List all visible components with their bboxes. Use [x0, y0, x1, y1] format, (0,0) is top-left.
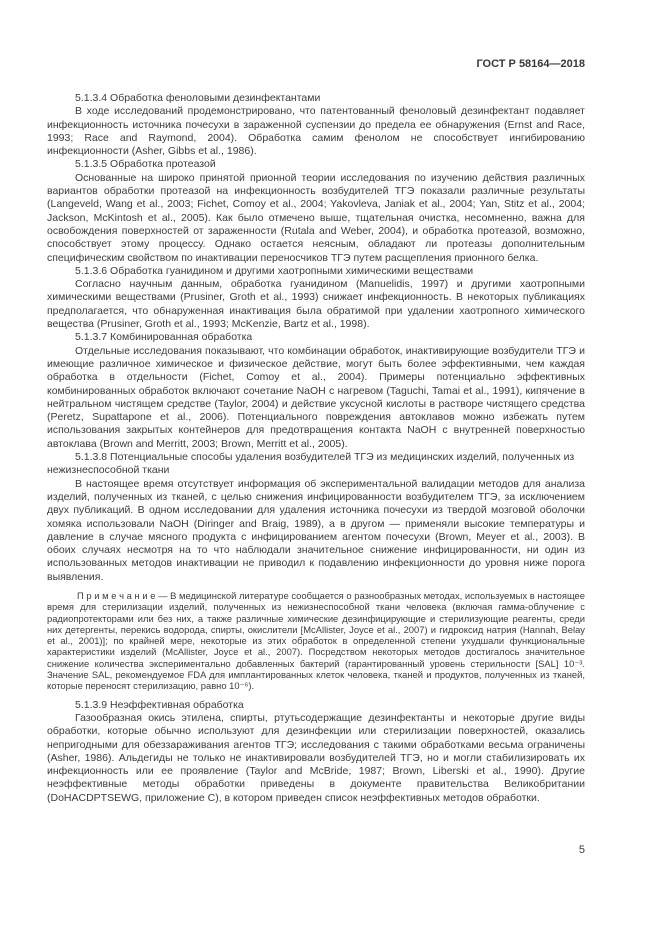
section-heading-5-1-3-9: 5.1.3.9 Неэффективная обработка — [75, 698, 244, 711]
note-paragraph: П р и м е ч а н и е — В медицинской литературе сообщается о разнообразных методах, используемых в настоящее время для стерилизации изделий, полученных из нежизнеспособной ткани человека (включая гамма-облучение с радиопротекторами или без них, а также различные химические дезинфицирующие и стерилизующие реагенты, среди них детергенты, перекись водорода, спирты, окислители [McAllister, Joyce et al., 2007) и гидроксид натрия (Hannah, Belay et al., 2001)]; по крайней мере, некоторые из этих обработок в определенной степени ухудшали функциональные характеристики изделий (McAllister, Joyce et al., 2007). Посредством некоторых методов достигалось значительное снижение количества экспериментально добавленных бактерий (гарантированный уровень стерильности [SAL] 10⁻³. Значение SAL, рекомендуемое FDA для имплантированных клеток человека, тканей и продуктов, полученных из тканей, которые переносят стерилизацию, равно 10⁻⁶). — [47, 589, 585, 692]
page-number: 5 — [578, 844, 585, 856]
section-heading-5-1-3-5: 5.1.3.5 Обработка протеазой — [75, 158, 216, 171]
page-header — [47, 57, 585, 71]
document-body — [47, 92, 585, 805]
section-heading-5-1-3-7: 5.1.3.7 Комбинированная обработка — [75, 331, 253, 344]
paragraph-5-1-3-4: В ходе исследований продемонстрировано, что патентованный феноловый дезинфектант подавляет инфекционность источника почесухи в зараженной суспензии до предела ее обнаружения (Ernst and Race, 1993; Race and Raymond, 2004). Обработка самим фенолом не способствует ингибированию инфекционности (Asher, Gibbs et al., 1986). — [47, 105, 585, 158]
paragraph-5-1-3-5: Основанные на широко принятой прионной теории исследования по изучению действия различных вариантов обработки протеазой на инфекционность возбудителей ТГЭ показали различные результаты (Langeveld, Wang et al., 2003; Fichet, Comoy et al., 2004; Yakovleva, Janiak et al., 2004; Yan, Stitz et al., 2004; Jackson, McKintosh et al., 2005). Как было отмечено выше, тщательная очистка, несомненно, важна для освобождения поверхностей от зараженности (Rutala and Weber, 2004), и обработка протеазой, возможно, способствует этому процессу. Однако остается неясным, обладают ли протеазы дополнительным специфическим свойством по инактивации переносчиков ТГЭ путем расщепления прионного белка. — [47, 171, 585, 264]
paragraph-5-1-3-8: В настоящее время отсутствует информация об экспериментальной валидации методов для анализа изделий, полученных из тканей, с целью снижения инфицированности возбудителем ТГЭ, за исключением двух публикаций. В одном исследовании для удаления источника почесухи из твердой мозговой оболочки хомяка использовали NaOH (Diringer and Braig, 1989), а в другом — применяли высокие температуры и давление в случае мясного продукта с инфицированием агентом почесухи (Brown, Meyer et al., 2003). В обоих случаях несмотря на то что наблюдали значительное снижение инфицированности, ни один из использованных методов инактивации не приводил к подавлению инфекционности до уровня ниже порога выявления. — [47, 477, 585, 583]
section-heading-5-1-3-4: 5.1.3.4 Обработка феноловыми дезинфектантами — [75, 92, 321, 104]
paragraph-5-1-3-9: Газообразная окись этилена, спирты, ртутьсодержащие дезинфектанты и некоторые другие виды обработки, которые обычно используют для дезинфекции или стерилизации поверхностей, оказались непригодными для обеззараживания агентов ТГЭ; исследования с такими обработками весьма ограничены (Asher, 1986). Альдегиды не только не инактивировали возбудителей ТГЭ, но и могли стабилизировать их инфекционность или ее проявление (Taylor and McBride, 1987; Brown, Liberski et al., 1990). Другие неэффективные методы обработки приведены в документе правительства Великобритании (DoHACDPTSEWG, приложение С), в котором приведен список неэффективных методов обработки. — [47, 711, 585, 804]
paragraph-5-1-3-6: Согласно научным данным, обработка гуанидином (Manuelidis, 1997) и другими хаотропными химическими веществами (Prusiner, Groth et al., 1993) снижает инфекционность. В некоторых публикациях предполагается, что обнаруженная инактивация была обратимой при удалении хаотропного химического вещества (Prusiner, Groth et al., 1993; McKenzie, Bartz et al., 1998). — [47, 278, 585, 331]
standard-number: ГОСТ Р 58164—2018 — [476, 58, 585, 70]
section-heading-5-1-3-8: 5.1.3.8 Потенциальные способы удаления возбудителей ТГЭ из медицинских изделий, полученных из нежизнеспособной ткани — [47, 451, 575, 477]
paragraph-5-1-3-7: Отдельные исследования показывают, что комбинации обработок, инактивирующие возбудители ТГЭ и имеющие различное химическое и физическое действие, могут быть более эффективными, чем каждая обработка в отдельности (Fichet, Comoy et al., 2004). Примеры потенциально эффективных комбинированных обработок включают сочетание NaOH с нагревом (Taguchi, Tamai et al., 1991), кипячение в нейтральном чистящем средстве (Taylor, 2004) и действие уксусной кислоты в растворе чистящего средства (Peretz, Supattapone et al., 2006). Потенциального повреждения автоклавов можно избежать путем использования закрытых контейнеров для предотвращения контакта NaOH с внутренней поверхностью автоклава (Brown and Merritt, 2003; Brown, Merritt et al., 2005). — [47, 344, 585, 450]
page-footer — [579, 843, 585, 857]
section-heading-5-1-3-6: 5.1.3.6 Обработка гуанидином и другими хаотропными химическими веществами — [75, 264, 474, 277]
